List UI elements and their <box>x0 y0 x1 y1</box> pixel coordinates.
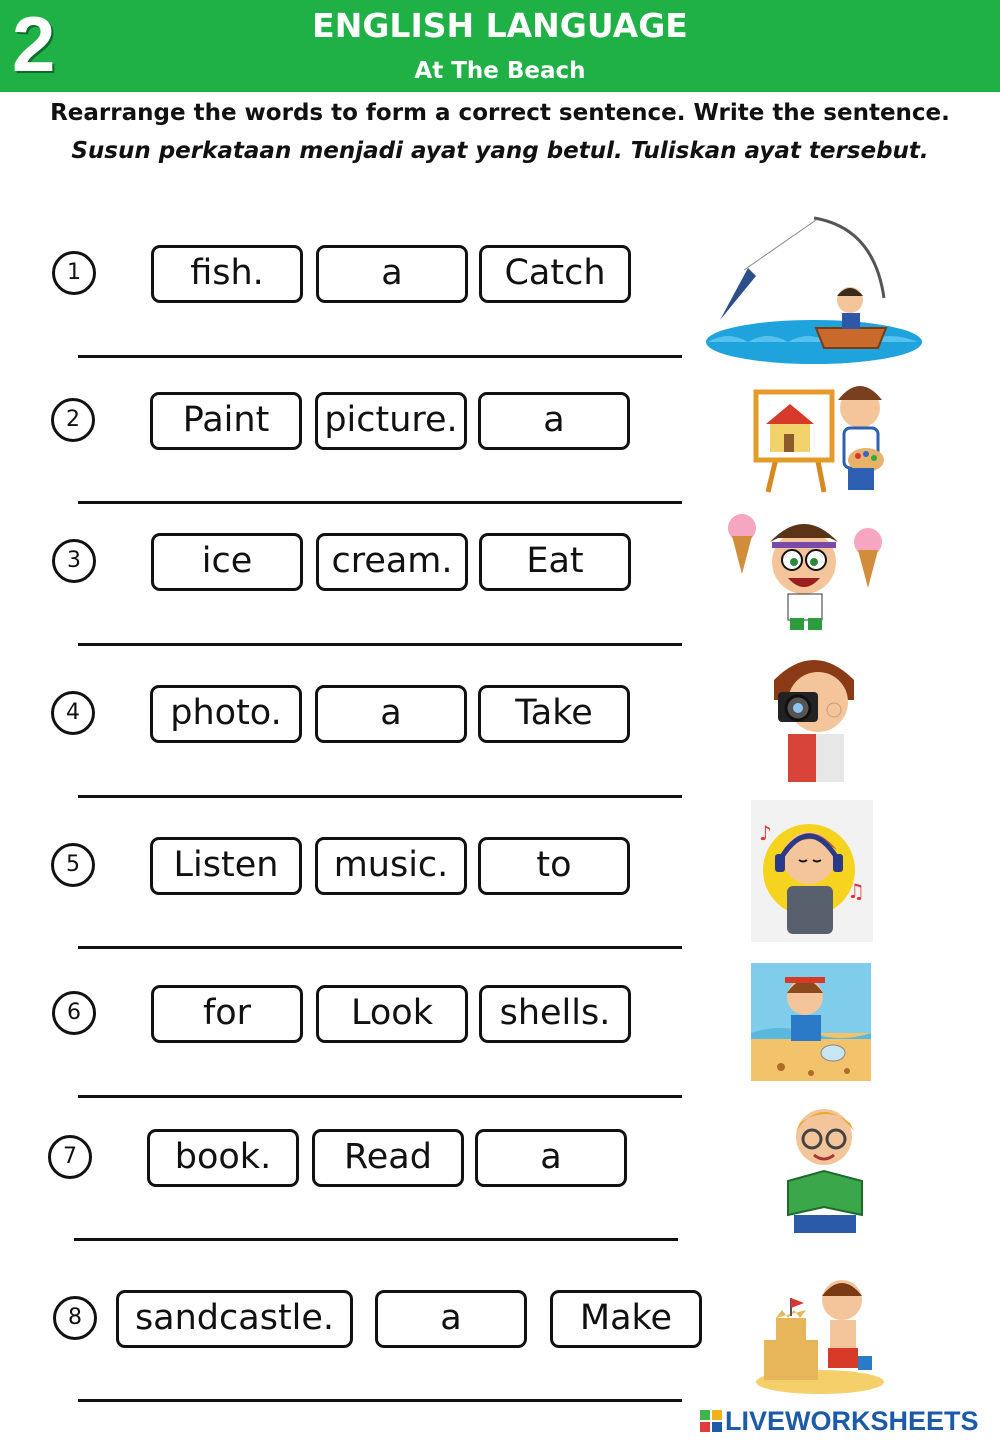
word-card[interactable]: a <box>316 245 468 303</box>
word-card[interactable]: picture. <box>315 392 467 450</box>
boy-camera-illustration <box>764 650 862 782</box>
page-subtitle: At The Beach <box>414 58 586 84</box>
boy-sandcastle-illustration <box>754 1270 886 1396</box>
answer-line[interactable] <box>78 795 682 798</box>
word-card[interactable]: shells. <box>479 985 631 1043</box>
question-number: 5 <box>51 843 95 887</box>
answer-line[interactable] <box>78 946 682 949</box>
answer-line[interactable] <box>78 1095 682 1098</box>
word-card[interactable]: Make <box>550 1290 702 1348</box>
word-card[interactable]: Listen <box>150 837 302 895</box>
question-number: 6 <box>52 991 96 1035</box>
svg-text:♪: ♪ <box>759 821 772 845</box>
header-banner <box>0 0 1000 92</box>
boy-fishing-boat-illustration <box>704 210 922 368</box>
word-card[interactable]: a <box>478 392 630 450</box>
word-card[interactable]: a <box>475 1129 627 1187</box>
boy-painting-easel-illustration <box>750 370 890 502</box>
answer-line[interactable] <box>78 501 682 504</box>
answer-line[interactable] <box>78 643 682 646</box>
word-card[interactable]: fish. <box>151 245 303 303</box>
question-number: 3 <box>52 539 96 583</box>
word-card[interactable]: Eat <box>479 533 631 591</box>
liveworksheets-icon <box>700 1408 722 1430</box>
question-number: 7 <box>48 1135 92 1179</box>
word-card[interactable]: for <box>151 985 303 1043</box>
word-card[interactable]: to <box>478 837 630 895</box>
word-card[interactable]: book. <box>147 1129 299 1187</box>
boy-ice-cream-illustration <box>718 512 890 632</box>
word-card[interactable]: Catch <box>479 245 631 303</box>
word-card[interactable]: Paint <box>150 392 302 450</box>
boy-reading-book-illustration <box>774 1097 876 1239</box>
girl-collecting-shells-illustration <box>751 963 871 1081</box>
question-number: 4 <box>51 691 95 735</box>
word-card[interactable]: Look <box>316 985 468 1043</box>
word-card[interactable]: Read <box>312 1129 464 1187</box>
word-card[interactable]: sandcastle. <box>116 1290 353 1348</box>
answer-line[interactable] <box>78 1399 682 1402</box>
question-number: 1 <box>52 251 96 295</box>
word-card[interactable]: cream. <box>316 533 468 591</box>
word-card[interactable]: a <box>375 1290 527 1348</box>
liveworksheets-logo <box>700 1406 996 1440</box>
word-card[interactable]: ice <box>151 533 303 591</box>
instruction-english: Rearrange the words to form a correct sentence. Write the sentence. <box>50 100 950 126</box>
instruction-malay: Susun perkataan menjadi ayat yang betul. Tuliskan ayat tersebut. <box>71 138 929 164</box>
brand-name: LIVEWORKSHEETS <box>725 1406 979 1436</box>
boy-headphones-illustration <box>751 800 873 942</box>
word-card[interactable]: a <box>315 685 467 743</box>
word-card[interactable]: music. <box>315 837 467 895</box>
svg-text:♫: ♫ <box>847 879 865 903</box>
question-number: 8 <box>53 1296 97 1340</box>
question-number: 2 <box>51 398 95 442</box>
page-title: ENGLISH LANGUAGE <box>312 6 688 45</box>
answer-line[interactable] <box>74 1238 678 1241</box>
word-card[interactable]: Take <box>478 685 630 743</box>
word-card[interactable]: photo. <box>150 685 302 743</box>
answer-line[interactable] <box>78 355 682 358</box>
worksheet-number: 2 <box>12 0 56 88</box>
